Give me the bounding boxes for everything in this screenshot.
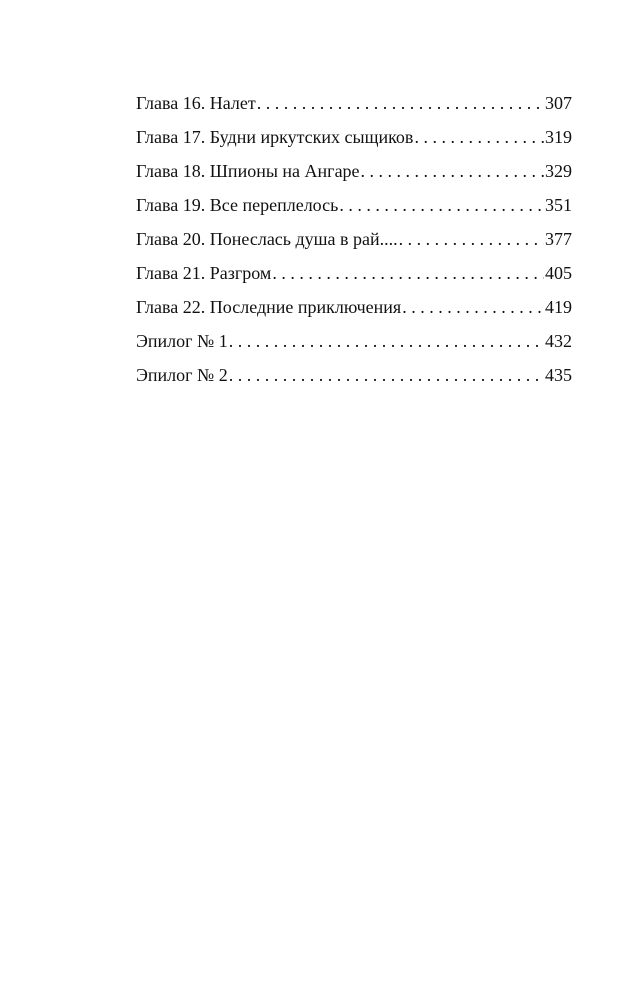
toc-entry-title: Глава 17. Будни иркутских сыщиков xyxy=(136,127,414,147)
dot-leader xyxy=(257,90,544,116)
toc-entry-title: Глава 19. Все переплелось xyxy=(136,195,339,215)
toc-entry-page: 351 xyxy=(545,195,572,215)
dot-leader xyxy=(361,158,544,184)
toc-entry-title: Глава 16. Налет xyxy=(136,93,256,113)
toc-entry-title: Глава 21. Разгром xyxy=(136,263,272,283)
toc-entry-epilogue-1 xyxy=(136,328,572,362)
toc-entry-title: Эпилог № 1 xyxy=(136,331,228,351)
toc-entry-page: 329 xyxy=(545,161,572,181)
toc-entry-page: 405 xyxy=(545,263,572,283)
toc-entry-title: Глава 20. Понеслась душа в рай.... xyxy=(136,229,398,249)
dot-leader xyxy=(399,226,544,252)
toc-entry-chapter-17 xyxy=(136,124,572,158)
toc-entry-page: 419 xyxy=(545,297,572,317)
dot-leader xyxy=(272,260,544,286)
toc-entry-page: 377 xyxy=(545,229,572,249)
toc-entry-page: 435 xyxy=(545,365,572,385)
dot-leader xyxy=(339,192,544,218)
toc-entry-page: 319 xyxy=(545,127,572,147)
toc-entry-title: Глава 22. Последние приключения xyxy=(136,297,402,317)
toc-entry-chapter-22 xyxy=(136,294,572,328)
dot-leader xyxy=(229,362,544,388)
toc-entry-chapter-19 xyxy=(136,192,572,226)
table-of-contents xyxy=(136,90,572,396)
dot-leader xyxy=(229,328,544,354)
toc-entry-page: 432 xyxy=(545,331,572,351)
toc-entry-title: Эпилог № 2 xyxy=(136,365,228,385)
toc-entry-chapter-16 xyxy=(136,90,572,124)
toc-entry-title: Глава 18. Шпионы на Ангаре xyxy=(136,161,360,181)
dot-leader xyxy=(414,124,544,150)
toc-entry-chapter-18 xyxy=(136,158,572,192)
toc-entry-page: 307 xyxy=(545,93,572,113)
toc-entry-chapter-21 xyxy=(136,260,572,294)
dot-leader xyxy=(402,294,544,320)
toc-entry-epilogue-2 xyxy=(136,362,572,396)
toc-entry-chapter-20 xyxy=(136,226,572,260)
